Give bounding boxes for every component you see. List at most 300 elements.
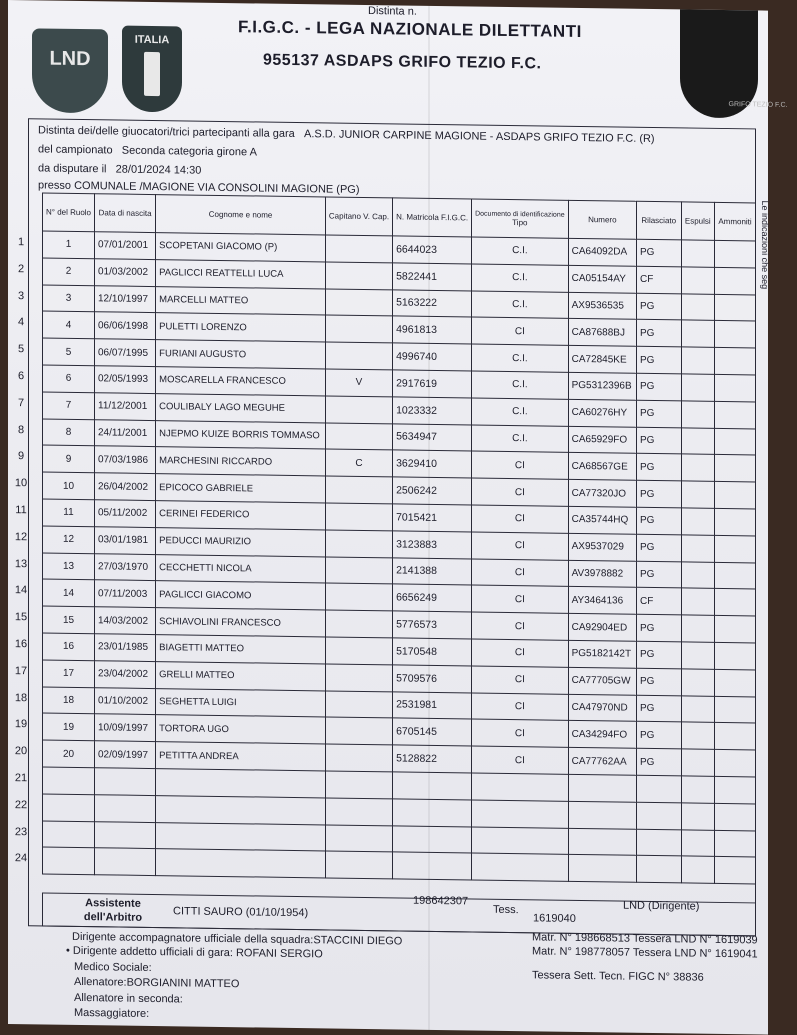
- player-doc-number: PG5312396B: [568, 372, 636, 400]
- row-index: 16: [14, 638, 28, 651]
- player-ammoniti: [715, 616, 756, 643]
- player-name: SCHIAVOLINI FRANCESCO: [156, 608, 326, 637]
- player-doc-type: C.I.: [472, 425, 569, 453]
- player-number: 9: [43, 445, 95, 473]
- player-name: MARCHESINI RICCARDO: [156, 447, 326, 476]
- assistente-role: LND (Dirigente): [623, 899, 700, 913]
- player-number: 1: [43, 231, 95, 259]
- player-doc-type: CI: [472, 559, 569, 587]
- player-doc-issued: PG: [636, 293, 681, 320]
- player-captain: [325, 556, 392, 584]
- player-doc-number: [568, 774, 636, 802]
- player-number: 7: [43, 392, 95, 420]
- player-number: 19: [43, 713, 95, 741]
- col-numero: Numero: [568, 200, 636, 239]
- player-doc-type: CI: [472, 719, 569, 747]
- player-captain: [325, 503, 392, 531]
- player-name: SEGHETTA LUIGI: [156, 688, 326, 717]
- player-number: 3: [43, 285, 95, 313]
- player-name: [156, 822, 326, 851]
- player-captain: [325, 771, 392, 799]
- player-birthdate: 12/10/1997: [95, 285, 156, 313]
- player-doc-type: CI: [472, 666, 569, 694]
- player-matricola: 3123883: [393, 531, 472, 559]
- gara-value: A.S.D. JUNIOR CARPINE MAGIONE - ASDAPS GRIFO TEZIO F.C. (R): [303, 128, 655, 146]
- player-doc-type: C.I.: [472, 291, 569, 319]
- player-captain: [325, 396, 392, 424]
- player-doc-type: CI: [472, 317, 569, 345]
- assistente-row: [42, 892, 756, 936]
- player-doc-issued: PG: [636, 507, 681, 534]
- player-doc-type: C.I.: [472, 264, 569, 292]
- assistente-tess-value: 1619040: [533, 912, 576, 925]
- col-espulsi: Espulsi: [681, 202, 715, 240]
- lnd-logo: [32, 28, 108, 113]
- row-index: 22: [14, 798, 28, 812]
- player-ammoniti: [715, 803, 756, 830]
- player-espulsi: [681, 427, 715, 454]
- player-ammoniti: [715, 374, 756, 401]
- player-doc-type: CI: [472, 693, 569, 721]
- player-doc-number: CA34294FO: [568, 721, 636, 749]
- player-ammoniti: [715, 642, 756, 669]
- player-birthdate: 02/09/1997: [95, 741, 156, 769]
- player-number: 6: [43, 365, 95, 393]
- player-birthdate: 26/04/2002: [95, 473, 156, 501]
- player-doc-number: CA87688BJ: [568, 319, 636, 347]
- player-doc-number: CA77320JO: [568, 479, 636, 507]
- player-matricola: 3629410: [393, 450, 472, 478]
- player-number: 13: [43, 553, 95, 581]
- document-number: Distinta n.: [368, 5, 417, 18]
- player-matricola: 5776573: [393, 611, 472, 639]
- player-ammoniti: [715, 508, 756, 535]
- row-index: 8: [17, 423, 25, 436]
- col-n-ruolo: N° del Ruolo: [43, 193, 95, 232]
- row-index: 6: [17, 370, 25, 383]
- player-number: 11: [43, 499, 95, 527]
- player-captain: V: [325, 369, 392, 397]
- player-matricola: 6705145: [393, 718, 472, 746]
- player-captain: C: [325, 449, 392, 477]
- matricola-2: Matr. N° 198778057 Tessera LND N° 1619041: [532, 945, 758, 961]
- player-espulsi: [681, 401, 715, 428]
- player-doc-type: CI: [472, 639, 569, 667]
- player-doc-issued: PG: [636, 748, 681, 775]
- players-table: [42, 192, 756, 884]
- player-doc-issued: PG: [636, 614, 681, 641]
- player-ammoniti: [715, 830, 756, 857]
- player-doc-type: [472, 800, 569, 828]
- player-doc-type: [472, 773, 569, 801]
- player-ammoniti: [715, 750, 756, 777]
- player-doc-number: CA92904ED: [568, 613, 636, 641]
- player-number: 16: [43, 633, 95, 661]
- player-doc-number: CA72845KE: [568, 346, 636, 374]
- player-number: 12: [43, 526, 95, 554]
- campionato-label: del campionato: [38, 143, 113, 157]
- col-capitano: Capitano V. Cap.: [325, 197, 392, 236]
- row-index: 3: [17, 289, 25, 302]
- data-value: 28/01/2024 14:30: [115, 163, 202, 177]
- player-birthdate: 10/09/1997: [95, 714, 156, 742]
- player-doc-number: AX9537029: [568, 533, 636, 561]
- player-doc-issued: PG: [636, 641, 681, 668]
- player-matricola: 2917619: [393, 370, 472, 398]
- row-index: 11: [15, 504, 27, 517]
- player-birthdate: 23/04/2002: [95, 660, 156, 688]
- player-matricola: 1023332: [393, 397, 472, 425]
- player-number: 4: [43, 311, 95, 339]
- player-birthdate: 07/01/2001: [95, 232, 156, 260]
- row-index: 20: [14, 745, 28, 758]
- player-name: [156, 768, 326, 797]
- row-index: 10: [14, 477, 28, 490]
- data-label: da disputare il: [38, 162, 107, 176]
- col-rilasciato: Rilasciato: [636, 201, 681, 240]
- player-ammoniti: [715, 348, 756, 375]
- player-doc-type: C.I.: [472, 344, 569, 372]
- player-espulsi: [681, 695, 715, 722]
- player-doc-type: CI: [472, 612, 569, 640]
- side-note: Le indicazioni che seg: [760, 200, 770, 290]
- player-captain: [325, 690, 392, 718]
- matricola-1: Matr. N° 198668513 Tessera LND N° 1619039: [532, 931, 758, 947]
- player-doc-issued: PG: [636, 561, 681, 588]
- campionato-value: Seconda categoria girone A: [121, 144, 257, 159]
- player-doc-issued: PG: [636, 373, 681, 400]
- player-birthdate: 07/11/2003: [95, 580, 156, 608]
- player-espulsi: [681, 240, 715, 267]
- player-name: GRELLI MATTEO: [156, 661, 326, 690]
- player-number: [43, 794, 95, 822]
- player-captain: [325, 664, 392, 692]
- player-espulsi: [681, 293, 715, 320]
- italia-logo: [122, 26, 182, 113]
- player-matricola: 5634947: [393, 423, 472, 451]
- player-number: 20: [43, 740, 95, 768]
- player-name: PULETTI LORENZO: [156, 313, 326, 342]
- col-nascita: Data di nascita: [95, 194, 156, 233]
- row-index: 14: [14, 584, 28, 597]
- player-ammoniti: [715, 696, 756, 723]
- player-captain: [325, 637, 392, 665]
- player-matricola: 5128822: [393, 745, 472, 773]
- player-name: MOSCARELLA FRANCESCO: [156, 367, 326, 396]
- player-number: 8: [43, 419, 95, 447]
- player-birthdate: 05/11/2002: [95, 500, 156, 528]
- row-index: 1: [17, 236, 25, 249]
- player-doc-issued: [636, 775, 681, 802]
- player-matricola: 5170548: [393, 638, 472, 666]
- player-ammoniti: [715, 589, 756, 616]
- row-index: 7: [17, 396, 25, 410]
- player-captain: [325, 824, 392, 852]
- player-espulsi: [681, 454, 715, 481]
- player-doc-number: CA60276HY: [568, 399, 636, 427]
- player-doc-issued: [636, 856, 681, 883]
- row-index: 23: [14, 825, 28, 838]
- player-doc-issued: PG: [636, 239, 681, 266]
- player-number: [43, 847, 95, 875]
- player-doc-issued: PG: [636, 427, 681, 454]
- player-doc-number: [568, 801, 636, 829]
- player-number: 15: [43, 606, 95, 634]
- player-name: PETITTA ANDREA: [156, 742, 326, 771]
- player-matricola: 4996740: [393, 343, 472, 371]
- player-number: 14: [43, 579, 95, 607]
- player-doc-issued: PG: [636, 346, 681, 373]
- player-espulsi: [681, 374, 715, 401]
- meta-data: [38, 162, 201, 176]
- player-ammoniti: [715, 482, 756, 509]
- player-doc-issued: PG: [636, 400, 681, 427]
- row-index: 18: [14, 691, 28, 704]
- player-espulsi: [681, 803, 715, 830]
- player-ammoniti: [715, 857, 756, 884]
- italia-logo-text: ITALIA: [134, 33, 170, 47]
- player-name: PAGLICCI GIACOMO: [156, 581, 326, 610]
- player-doc-type: CI: [472, 451, 569, 479]
- player-captain: [325, 583, 392, 611]
- player-number: 2: [43, 258, 95, 286]
- player-birthdate: 01/03/2002: [95, 259, 156, 287]
- player-espulsi: [681, 535, 715, 562]
- player-ammoniti: [715, 723, 756, 750]
- player-doc-issued: PG: [636, 480, 681, 507]
- player-name: NJEPMO KUIZE BORRIS TOMMASO: [156, 420, 326, 449]
- player-birthdate: 14/03/2002: [95, 607, 156, 635]
- row-index: 19: [14, 718, 28, 731]
- player-number: 18: [43, 687, 95, 715]
- player-matricola: 7015421: [393, 504, 472, 532]
- player-espulsi: [681, 749, 715, 776]
- player-espulsi: [681, 615, 715, 642]
- row-index: 17: [14, 664, 28, 678]
- dirigente-accompagnatore: Dirigente accompagnatore ufficiale della squadra:STACCINI DIEGO: [72, 930, 403, 948]
- player-ammoniti: [715, 535, 756, 562]
- player-name: [156, 795, 326, 824]
- player-matricola: 4961813: [393, 316, 472, 344]
- player-number: 17: [43, 660, 95, 688]
- player-doc-issued: [636, 829, 681, 856]
- player-doc-number: [568, 855, 636, 883]
- player-birthdate: [95, 848, 156, 876]
- player-doc-number: CA77705GW: [568, 667, 636, 695]
- player-captain: [325, 851, 392, 879]
- allenatore-seconda: Allenatore in seconda:: [74, 991, 183, 1006]
- player-doc-type: CI: [472, 505, 569, 533]
- player-name: MARCELLI MATTEO: [156, 286, 326, 315]
- presso-label: presso: [38, 179, 72, 192]
- assistente-matricola: 198642307: [413, 894, 469, 908]
- assistente-label: Assistente dell'Arbitro: [83, 897, 143, 924]
- player-doc-number: CA05154AY: [568, 265, 636, 293]
- player-captain: [325, 717, 392, 745]
- player-birthdate: [95, 821, 156, 849]
- allenatore: Allenatore:BORGIANINI MATTEO: [74, 975, 240, 991]
- player-ammoniti: [715, 562, 756, 589]
- player-ammoniti: [715, 321, 756, 348]
- player-ammoniti: [715, 294, 756, 321]
- player-ammoniti: [715, 240, 756, 267]
- col-documento: Documento di identificazione: [475, 210, 565, 219]
- player-doc-issued: PG: [636, 695, 681, 722]
- player-name: FURIANI AUGUSTO: [156, 340, 326, 369]
- player-doc-issued: CF: [636, 588, 681, 615]
- row-index: 21: [14, 772, 28, 785]
- row-index: 13: [14, 557, 28, 570]
- player-espulsi: [681, 588, 715, 615]
- player-captain: [325, 235, 392, 263]
- player-espulsi: [681, 561, 715, 588]
- player-birthdate: [95, 794, 156, 822]
- player-doc-type: C.I.: [472, 237, 569, 265]
- col-tipo-label: Tipo: [512, 217, 528, 227]
- lnd-logo-text: LND: [49, 47, 91, 71]
- player-matricola: 2506242: [393, 477, 472, 505]
- player-name: BIAGETTI MATTEO: [156, 635, 326, 664]
- player-doc-number: PG5182142T: [568, 640, 636, 668]
- player-number: [43, 821, 95, 849]
- grifo-tezio-logo: [680, 9, 788, 118]
- player-doc-issued: PG: [636, 722, 681, 749]
- header: [8, 0, 788, 129]
- player-matricola: [393, 772, 472, 800]
- player-ammoniti: [715, 669, 756, 696]
- player-doc-issued: PG: [636, 534, 681, 561]
- player-ammoniti: [715, 401, 756, 428]
- player-birthdate: 23/01/1985: [95, 634, 156, 662]
- player-birthdate: 06/06/1998: [95, 312, 156, 340]
- player-espulsi: [681, 481, 715, 508]
- player-espulsi: [681, 669, 715, 696]
- player-birthdate: 27/03/1970: [95, 553, 156, 581]
- presso-value: COMUNALE /MAGIONE VIA CONSOLINI MAGIONE (PG): [74, 179, 360, 196]
- player-birthdate: [95, 768, 156, 796]
- player-espulsi: [681, 320, 715, 347]
- player-matricola: 6644023: [393, 236, 472, 264]
- player-doc-type: CI: [472, 746, 569, 774]
- player-ammoniti: [715, 267, 756, 294]
- player-espulsi: [681, 776, 715, 803]
- dirigente-addetto: • Dirigente addetto ufficiali di gara: ROFANI SERGIO: [66, 944, 323, 961]
- player-matricola: [393, 852, 472, 880]
- player-doc-number: AV3978882: [568, 560, 636, 588]
- player-espulsi: [681, 642, 715, 669]
- player-doc-number: CA64092DA: [568, 238, 636, 266]
- italia-logo-shield: [144, 52, 160, 96]
- player-doc-number: CA65929FO: [568, 426, 636, 454]
- player-matricola: 6656249: [393, 584, 472, 612]
- gara-label: Distinta dei/delle giuocatori/trici partecipanti alla gara: [38, 124, 295, 141]
- player-doc-type: C.I.: [472, 371, 569, 399]
- player-doc-issued: PG: [636, 668, 681, 695]
- player-doc-type: [472, 827, 569, 855]
- player-matricola: 5709576: [393, 665, 472, 693]
- player-espulsi: [681, 508, 715, 535]
- player-number: [43, 767, 95, 795]
- player-doc-number: CA47970ND: [568, 694, 636, 722]
- player-birthdate: 03/01/1981: [95, 526, 156, 554]
- player-ammoniti: [715, 776, 756, 803]
- player-birthdate: 01/10/2002: [95, 687, 156, 715]
- player-doc-number: CA77762AA: [568, 747, 636, 775]
- player-name: TORTORA UGO: [156, 715, 326, 744]
- medico-sociale: Medico Sociale:: [74, 960, 152, 975]
- player-ammoniti: [715, 428, 756, 455]
- player-doc-number: [568, 828, 636, 856]
- grifo-logo-text: GRIFO TEZIO F.C.: [728, 101, 788, 109]
- player-matricola: 5163222: [393, 289, 472, 317]
- player-name: EPICOCO GABRIELE: [156, 474, 326, 503]
- row-index: 9: [17, 450, 25, 463]
- col-nome: Cognome e nome: [156, 195, 326, 235]
- player-doc-type: CI: [472, 478, 569, 506]
- player-captain: [325, 744, 392, 772]
- dirigente-addetto-text: Dirigente addetto ufficiali di gara: ROFANI SERGIO: [72, 944, 323, 961]
- row-index: 12: [14, 530, 28, 544]
- tessera-tecnico: Tessera Sett. Tecn. FIGC N° 38836: [532, 969, 704, 984]
- player-matricola: 2141388: [393, 557, 472, 585]
- player-name: SCOPETANI GIACOMO (P): [156, 233, 326, 262]
- player-number: 10: [43, 472, 95, 500]
- document-sheet: [8, 0, 788, 1035]
- player-doc-type: C.I.: [472, 398, 569, 426]
- player-birthdate: 02/05/1993: [95, 366, 156, 394]
- player-doc-type: [472, 853, 569, 881]
- row-index: 4: [17, 316, 25, 329]
- massaggiatore: Massaggiatore:: [74, 1006, 150, 1020]
- row-index: 2: [17, 262, 25, 276]
- player-doc-issued: PG: [636, 454, 681, 481]
- player-captain: [325, 423, 392, 451]
- player-captain: [325, 289, 392, 317]
- player-doc-number: CA68567GE: [568, 453, 636, 481]
- player-captain: [325, 530, 392, 558]
- player-espulsi: [681, 722, 715, 749]
- player-captain: [325, 798, 392, 826]
- player-doc-issued: CF: [636, 266, 681, 293]
- row-index: 15: [14, 611, 28, 624]
- col-ammoniti: Ammoniti: [715, 202, 756, 241]
- player-name: PAGLICCI REATTELLI LUCA: [156, 259, 326, 288]
- player-birthdate: 11/12/2001: [95, 392, 156, 420]
- player-name: [156, 849, 326, 878]
- player-number: 5: [43, 338, 95, 366]
- player-matricola: [393, 825, 472, 853]
- row-index: 24: [14, 852, 28, 865]
- player-name: PEDUCCI MAURIZIO: [156, 527, 326, 556]
- player-doc-number: CA35744HQ: [568, 506, 636, 534]
- player-captain: [325, 342, 392, 370]
- player-captain: [325, 262, 392, 290]
- player-doc-number: AY3464136: [568, 587, 636, 615]
- assistente-tess-label: Tess.: [493, 903, 519, 917]
- player-doc-issued: [636, 802, 681, 829]
- col-matricola: N. Matricola F.I.G.C.: [393, 198, 472, 237]
- row-index: 5: [17, 343, 25, 356]
- player-birthdate: 07/03/1986: [95, 446, 156, 474]
- player-espulsi: [681, 856, 715, 883]
- player-birthdate: 24/11/2001: [95, 419, 156, 447]
- player-espulsi: [681, 829, 715, 856]
- team-title: 955137 ASDAPS GRIFO TEZIO F.C.: [263, 51, 542, 73]
- player-doc-type: CI: [472, 585, 569, 613]
- player-doc-issued: PG: [636, 320, 681, 347]
- player-espulsi: [681, 267, 715, 294]
- player-captain: [325, 610, 392, 638]
